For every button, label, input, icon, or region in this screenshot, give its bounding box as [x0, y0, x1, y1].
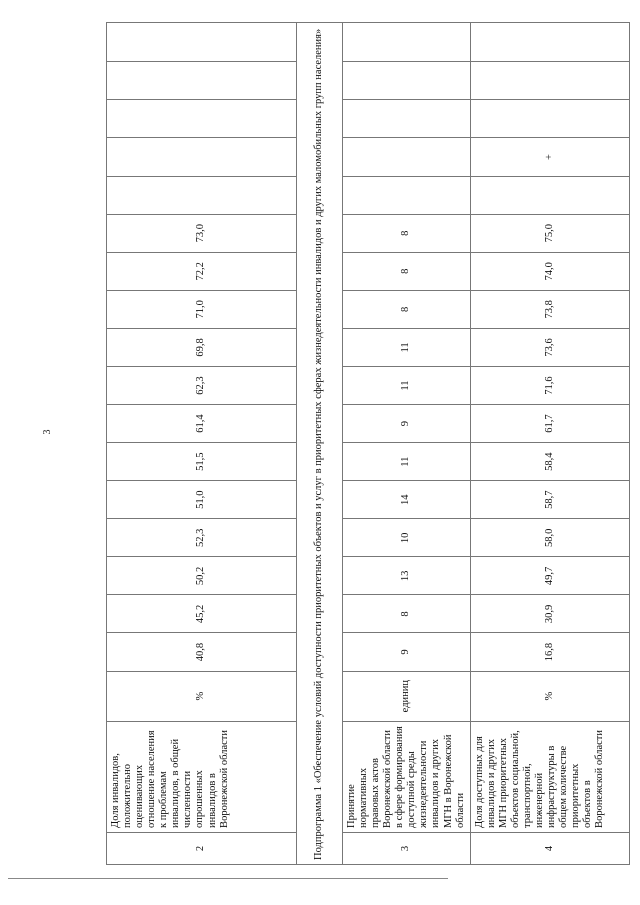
indicators-table	[106, 22, 630, 865]
value-cell: 49,7	[470, 557, 629, 595]
empty-cell	[343, 138, 471, 176]
empty-cell	[343, 100, 471, 138]
page-number: 3	[42, 429, 53, 435]
value-cell: 52,3	[107, 519, 297, 557]
unit-cell: %	[107, 671, 297, 721]
plus-mark-cell: +	[470, 138, 629, 176]
indicator-name: Доля доступных для инвалидов и других МГН приоритетных объектов социальной, транспортной, инженерной инфраструктуры в общем количестве приоритетных объектов в Воронежской области	[470, 721, 629, 832]
empty-cell	[107, 176, 297, 214]
value-cell: 8	[343, 214, 471, 252]
value-cell: 10	[343, 519, 471, 557]
empty-cell	[343, 62, 471, 100]
subprogram-row	[297, 23, 343, 865]
value-cell: 74,0	[470, 252, 629, 290]
value-cell: 50,2	[107, 557, 297, 595]
table-row	[470, 23, 629, 865]
unit-cell: %	[470, 671, 629, 721]
value-cell: 16,8	[470, 633, 629, 671]
value-cell: 30,9	[470, 595, 629, 633]
value-cell: 73,8	[470, 290, 629, 328]
unit-cell: единиц	[343, 671, 471, 721]
value-cell: 11	[343, 443, 471, 481]
table-row	[343, 23, 471, 865]
value-cell: 71,0	[107, 290, 297, 328]
subprogram-title: Подпрограмма 1 «Обеспечение условий доступности приоритетных объектов и услуг в приоритетных сферах жизнедеятельности инвалидов и других маломобильных групп населения»	[297, 23, 343, 865]
empty-cell	[470, 23, 629, 62]
empty-cell	[107, 100, 297, 138]
table-row	[107, 23, 297, 865]
value-cell: 73,0	[107, 214, 297, 252]
value-cell: 11	[343, 328, 471, 366]
empty-cell	[107, 62, 297, 100]
row-number: 3	[343, 832, 471, 864]
empty-cell	[470, 62, 629, 100]
rotated-table-wrapper	[106, 22, 606, 865]
value-cell: 58,7	[470, 481, 629, 519]
value-cell: 73,6	[470, 328, 629, 366]
value-cell: 40,8	[107, 633, 297, 671]
value-cell: 75,0	[470, 214, 629, 252]
empty-cell	[343, 176, 471, 214]
empty-cell	[470, 176, 629, 214]
empty-cell	[107, 23, 297, 62]
indicator-name: Доля инвалидов, положительно оценивающих отношение населения к проблемам инвалидов, в общей численности опрошенных инвалидов в Воронежской области	[107, 721, 297, 832]
empty-cell	[343, 23, 471, 62]
indicator-name: Принятие нормативных правовых актов Воронежской области в сфере формирования доступной среды жизнедеятельности инвалидов и других МГН в Воронежской области	[343, 721, 471, 832]
value-cell: 62,3	[107, 366, 297, 404]
value-cell: 72,2	[107, 252, 297, 290]
row-number: 4	[470, 832, 629, 864]
value-cell: 69,8	[107, 328, 297, 366]
value-cell: 11	[343, 366, 471, 404]
value-cell: 8	[343, 290, 471, 328]
value-cell: 45,2	[107, 595, 297, 633]
value-cell: 9	[343, 633, 471, 671]
value-cell: 61,4	[107, 405, 297, 443]
value-cell: 58,0	[470, 519, 629, 557]
value-cell: 71,6	[470, 366, 629, 404]
value-cell: 51,0	[107, 481, 297, 519]
value-cell: 13	[343, 557, 471, 595]
value-cell: 61,7	[470, 405, 629, 443]
empty-cell	[107, 138, 297, 176]
value-cell: 9	[343, 405, 471, 443]
value-cell: 58,4	[470, 443, 629, 481]
value-cell: 51,5	[107, 443, 297, 481]
value-cell: 8	[343, 252, 471, 290]
value-cell: 8	[343, 595, 471, 633]
empty-cell	[470, 100, 629, 138]
value-cell: 14	[343, 481, 471, 519]
row-number: 2	[107, 832, 297, 864]
footer-divider	[8, 878, 448, 879]
